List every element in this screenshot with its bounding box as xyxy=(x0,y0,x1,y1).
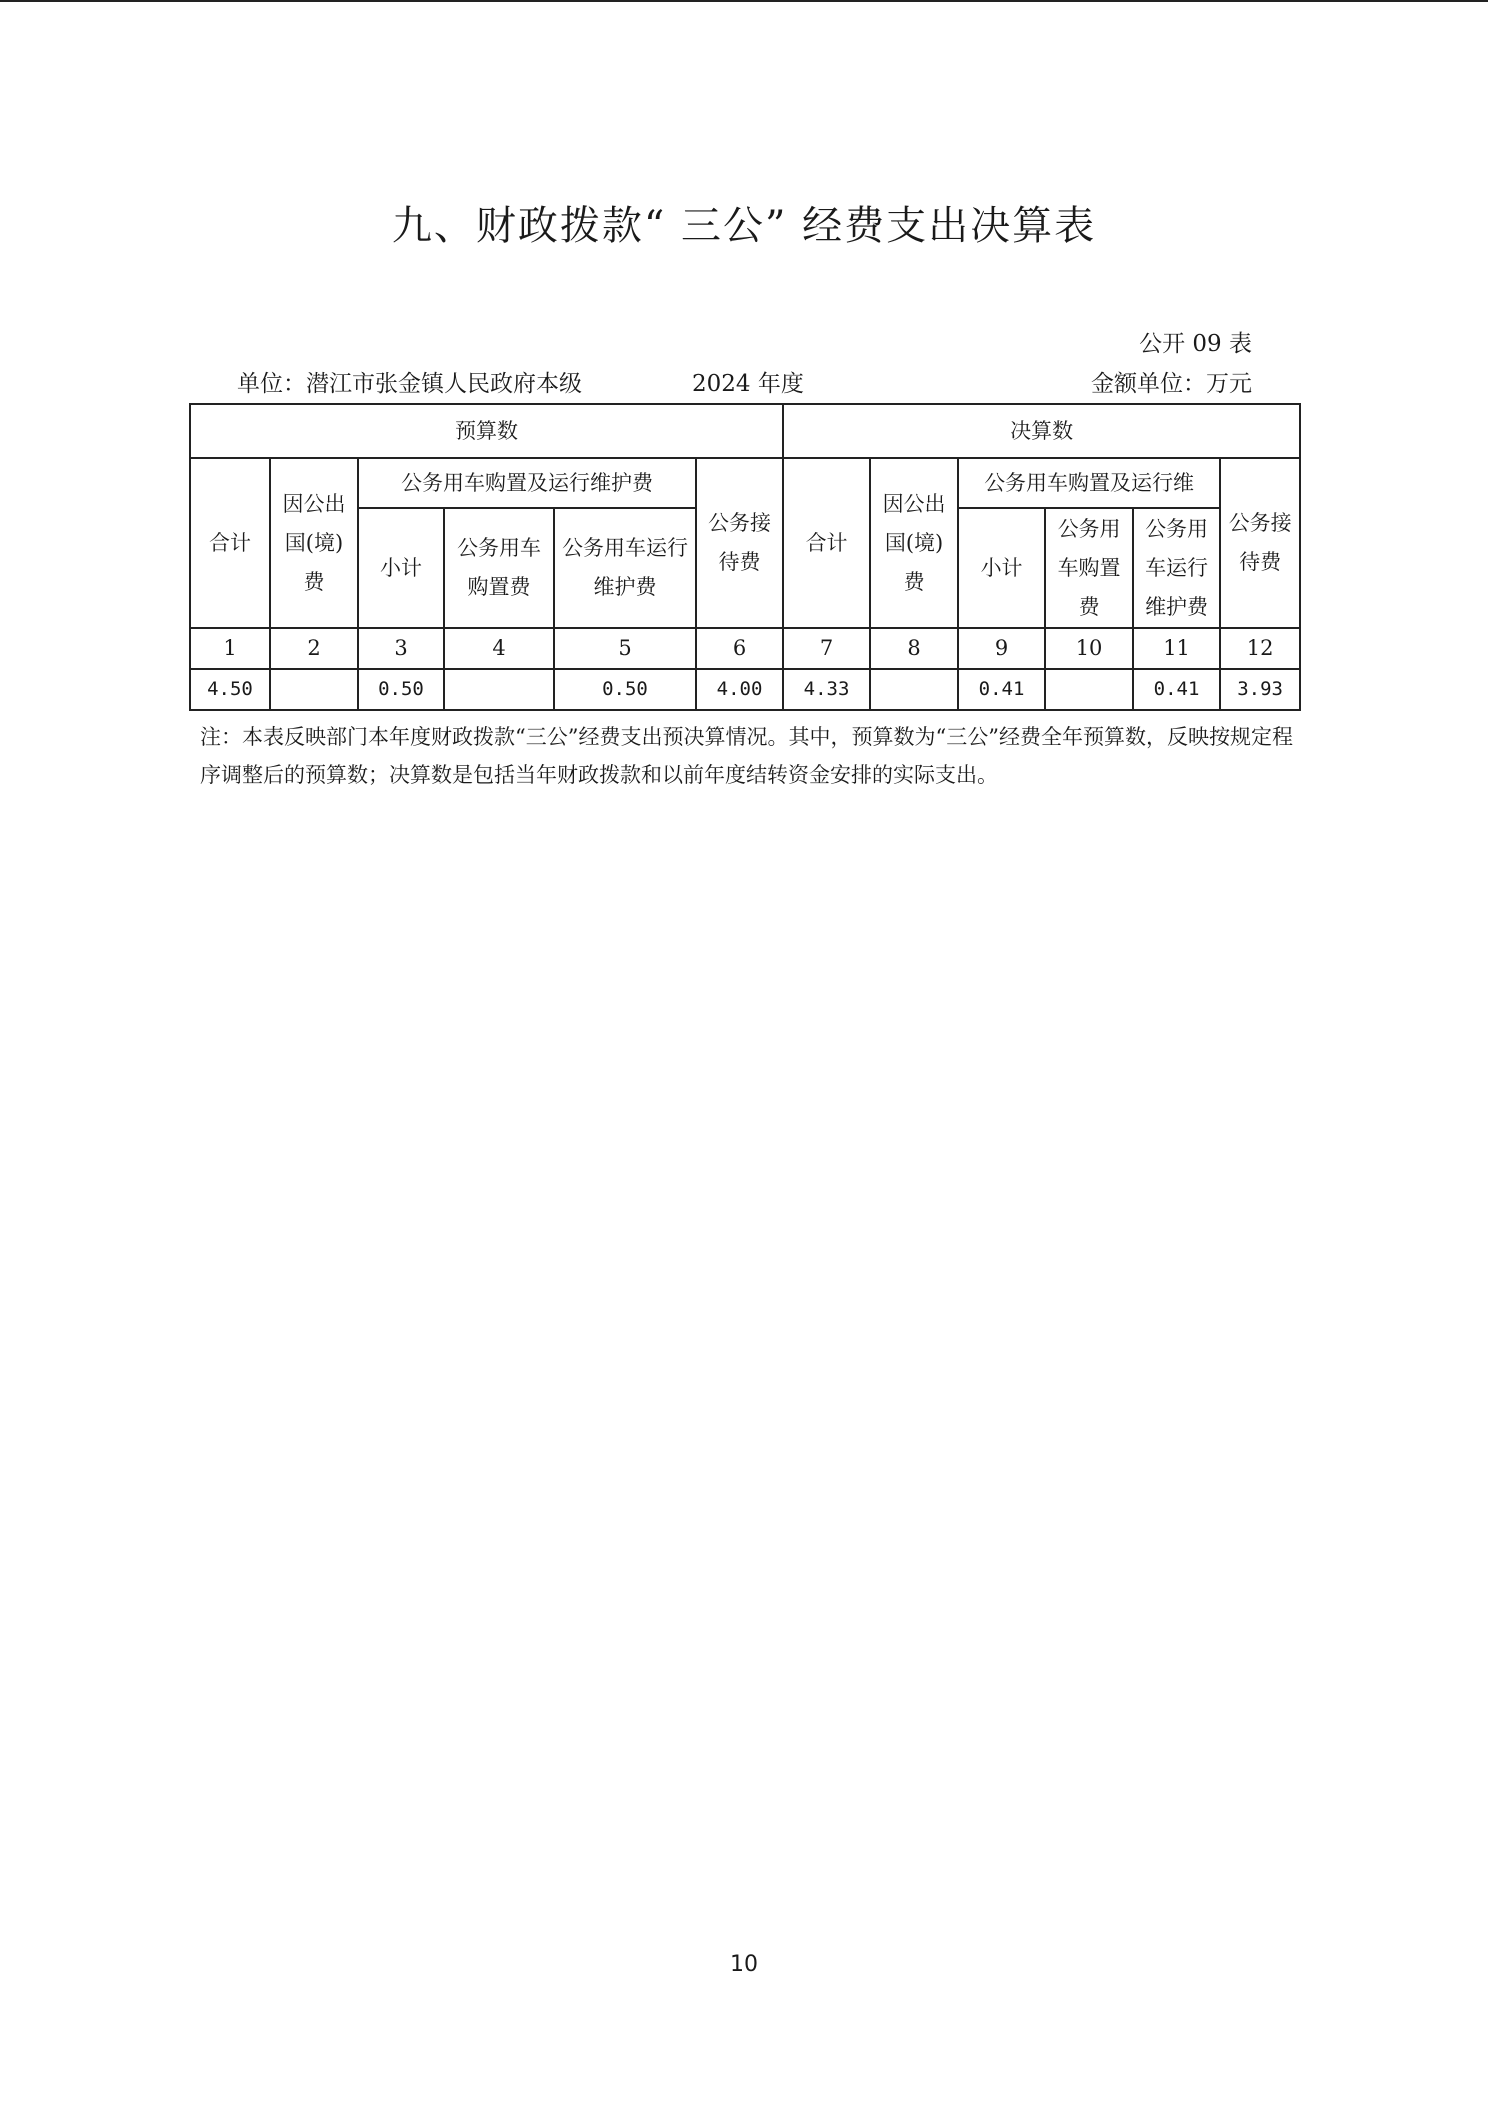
column-index-row xyxy=(190,628,1300,669)
budget-total-header: 合计 xyxy=(190,458,270,628)
final-abroad-value xyxy=(870,669,958,710)
column-index: 5 xyxy=(554,628,696,669)
table-row xyxy=(190,669,1300,710)
final-group-header: 决算数 xyxy=(783,404,1300,458)
budget-purchase-header: 公务用车购置费 xyxy=(444,508,554,628)
three-public-expenses-table xyxy=(189,403,1301,711)
page-top-border xyxy=(0,0,1488,2)
final-reception-header: 公务接待费 xyxy=(1220,458,1300,628)
budget-vehicle-purchase-value xyxy=(444,669,554,710)
budget-total-value: 4.50 xyxy=(190,669,270,710)
column-index: 8 xyxy=(870,628,958,669)
final-abroad-header: 因公出国(境)费 xyxy=(870,458,958,628)
final-vehicle-purchase-value xyxy=(1045,669,1133,710)
budget-group-header: 预算数 xyxy=(190,404,783,458)
budget-vehicle-group-header: 公务用车购置及运行维护费 xyxy=(358,458,696,508)
table-note: 注：本表反映部门本年度财政拨款“三公”经费支出预决算情况。其中，预算数为“三公”经费全年预算数，反映按规定程序调整后的预算数；决算数是包括当年财政拨款和以前年度结转资金安排的实际支出。 xyxy=(200,725,1293,787)
final-vehicle-group-header: 公务用车购置及运行维 xyxy=(958,458,1220,508)
column-index: 4 xyxy=(444,628,554,669)
final-vehicle-operation-value: 0.41 xyxy=(1133,669,1220,710)
final-vehicle-subtotal-value: 0.41 xyxy=(958,669,1045,710)
budget-operation-header: 公务用车运行维护费 xyxy=(554,508,696,628)
table-group-header-row xyxy=(190,404,1300,458)
column-index: 11 xyxy=(1133,628,1220,669)
column-index: 7 xyxy=(783,628,870,669)
table-header-row xyxy=(190,458,1300,508)
final-total-header: 合计 xyxy=(783,458,870,628)
budget-reception-header: 公务接待费 xyxy=(696,458,783,628)
budget-abroad-header: 因公出国(境)费 xyxy=(270,458,358,628)
final-reception-value: 3.93 xyxy=(1220,669,1300,710)
final-subtotal-header: 小计 xyxy=(958,508,1045,628)
budget-abroad-value xyxy=(270,669,358,710)
budget-subtotal-header: 小计 xyxy=(358,508,444,628)
final-purchase-header: 公务用车购置费 xyxy=(1045,508,1133,628)
final-operation-header: 公务用车运行维护费 xyxy=(1133,508,1220,628)
form-number: 公开 09 表 xyxy=(1139,331,1252,357)
column-index: 3 xyxy=(358,628,444,669)
column-index: 9 xyxy=(958,628,1045,669)
reporting-unit: 单位：潜江市张金镇人民政府本级 xyxy=(237,371,582,397)
column-index: 2 xyxy=(270,628,358,669)
budget-vehicle-subtotal-value: 0.50 xyxy=(358,669,444,710)
final-total-value: 4.33 xyxy=(783,669,870,710)
budget-reception-value: 4.00 xyxy=(696,669,783,710)
page-number: 10 xyxy=(730,1952,758,1977)
fiscal-year: 2024 年度 xyxy=(692,371,804,397)
column-index: 6 xyxy=(696,628,783,669)
column-index: 1 xyxy=(190,628,270,669)
budget-vehicle-operation-value: 0.50 xyxy=(554,669,696,710)
amount-unit: 金额单位：万元 xyxy=(1091,371,1252,397)
page-title: 九、财政拨款“ 三公” 经费支出决算表 xyxy=(391,203,1097,249)
column-index: 12 xyxy=(1220,628,1300,669)
column-index: 10 xyxy=(1045,628,1133,669)
